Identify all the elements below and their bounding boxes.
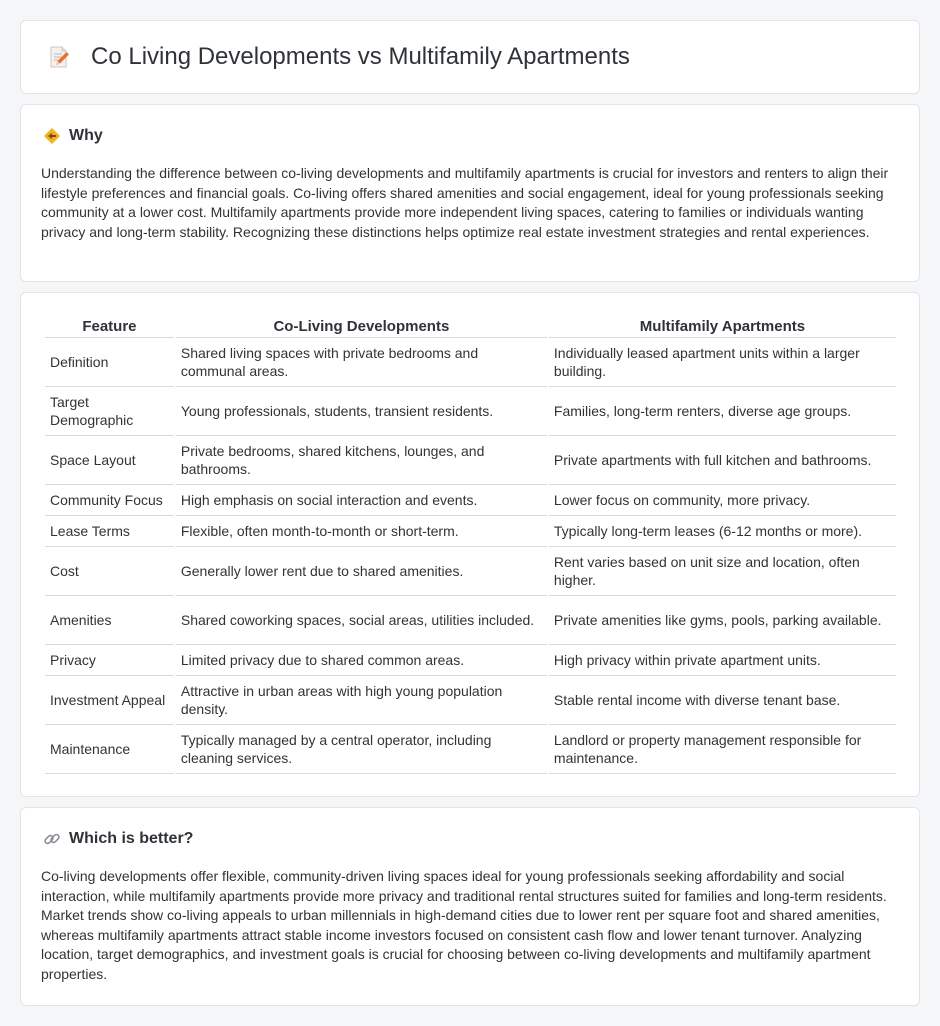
feature-cell: Privacy bbox=[45, 645, 174, 676]
co-living-cell: Typically managed by a central operator, including cleaning services. bbox=[176, 725, 547, 774]
co-living-cell: Limited privacy due to shared common areas. bbox=[176, 645, 547, 676]
better-header bbox=[43, 830, 193, 848]
feature-cell: Investment Appeal bbox=[45, 676, 174, 725]
document-pencil-icon bbox=[47, 45, 71, 69]
co-living-cell: Shared coworking spaces, social areas, utilities included. bbox=[176, 596, 547, 645]
feature-cell: Maintenance bbox=[45, 725, 174, 774]
table-row bbox=[45, 725, 896, 774]
multifamily-cell: Rent varies based on unit size and location, often higher. bbox=[549, 547, 896, 596]
multifamily-cell: Lower focus on community, more privacy. bbox=[549, 485, 896, 516]
feature-cell: Community Focus bbox=[45, 485, 174, 516]
header-co-living: Co-Living Developments bbox=[176, 317, 547, 338]
table-row bbox=[45, 676, 896, 725]
feature-cell: Target Demographic bbox=[45, 387, 174, 436]
feature-cell: Cost bbox=[45, 547, 174, 596]
page-title: Co Living Developments vs Multifamily Apartments bbox=[91, 43, 630, 70]
better-heading: Which is better? bbox=[69, 830, 194, 847]
multifamily-cell: Families, long-term renters, diverse age groups. bbox=[549, 387, 896, 436]
co-living-cell: Flexible, often month-to-month or short-term. bbox=[176, 516, 547, 547]
header-multifamily: Multifamily Apartments bbox=[549, 317, 896, 338]
which-is-better-card bbox=[20, 807, 920, 1006]
why-card bbox=[20, 104, 920, 282]
better-text: Co-living developments offer flexible, community-driven living spaces ideal for young professionals seeking affordability and social interaction, while multifamily apartments provide more privacy and traditional rental structures suited for families and long-term residents. Market trends show co-living appeals to urban millennials in high-demand cities due to lower rent per square foot and shared amenities, whereas multifamily apartments attract stable income investors focused on consistent cash flow and lower tenant turnover. Analyzing location, target demographics, and investment goals is crucial for choosing between co-living developments and multifamily apartment properties. bbox=[41, 868, 887, 982]
table-row bbox=[45, 516, 896, 547]
table-row bbox=[45, 436, 896, 485]
comparison-table bbox=[43, 317, 898, 774]
why-header bbox=[43, 127, 103, 145]
multifamily-cell: Stable rental income with diverse tenant base. bbox=[549, 676, 896, 725]
title-row bbox=[47, 43, 630, 71]
feature-cell: Space Layout bbox=[45, 436, 174, 485]
warning-diamond-icon bbox=[43, 127, 61, 145]
table-row bbox=[45, 387, 896, 436]
table-row bbox=[45, 338, 896, 387]
co-living-cell: Private bedrooms, shared kitchens, lounges, and bathrooms. bbox=[176, 436, 547, 485]
table-row bbox=[45, 547, 896, 596]
link-icon bbox=[43, 830, 61, 848]
multifamily-cell: Individually leased apartment units within a larger building. bbox=[549, 338, 896, 387]
co-living-cell: Attractive in urban areas with high young population density. bbox=[176, 676, 547, 725]
feature-cell: Amenities bbox=[45, 596, 174, 645]
multifamily-cell: Typically long-term leases (6-12 months or more). bbox=[549, 516, 896, 547]
table-row bbox=[45, 596, 896, 645]
co-living-cell: High emphasis on social interaction and events. bbox=[176, 485, 547, 516]
header-feature: Feature bbox=[45, 317, 174, 338]
multifamily-cell: Landlord or property management responsible for maintenance. bbox=[549, 725, 896, 774]
multifamily-cell: Private amenities like gyms, pools, parking available. bbox=[549, 596, 896, 645]
why-text: Understanding the difference between co-living developments and multifamily apartments is crucial for investors and renters to align their lifestyle preferences and financial goals. Co-living offers shared amenities and social engagement, ideal for young professionals seeking community at a lower cost. Multifamily apartments provide more independent living spaces, catering to families or individuals wanting privacy and long-term stability. Recognizing these distinctions helps optimize real estate investment strategies and rental experiences. bbox=[41, 165, 889, 240]
feature-cell: Lease Terms bbox=[45, 516, 174, 547]
multifamily-cell: High privacy within private apartment units. bbox=[549, 645, 896, 676]
multifamily-cell: Private apartments with full kitchen and bathrooms. bbox=[549, 436, 896, 485]
co-living-cell: Young professionals, students, transient residents. bbox=[176, 387, 547, 436]
co-living-cell: Shared living spaces with private bedrooms and communal areas. bbox=[176, 338, 547, 387]
why-heading: Why bbox=[69, 127, 103, 144]
title-card bbox=[20, 20, 920, 94]
co-living-cell: Generally lower rent due to shared amenities. bbox=[176, 547, 547, 596]
table-row bbox=[45, 485, 896, 516]
table-row bbox=[45, 645, 896, 676]
feature-cell: Definition bbox=[45, 338, 174, 387]
comparison-table-card bbox=[20, 292, 920, 797]
table-header-row bbox=[45, 317, 896, 338]
